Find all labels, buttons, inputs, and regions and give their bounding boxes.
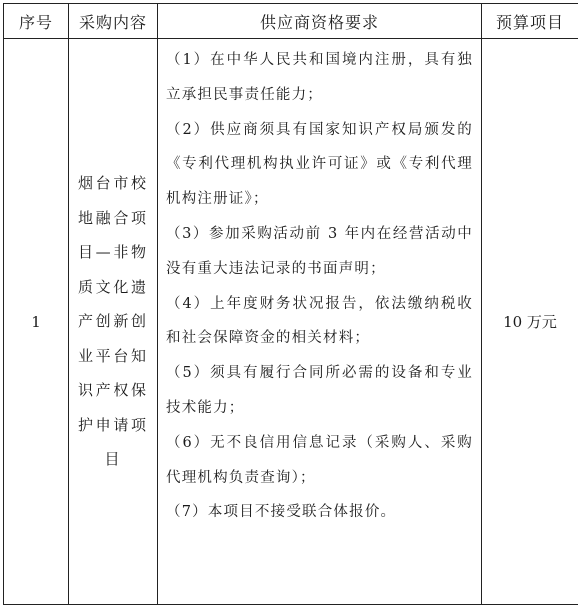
procurement-table — [3, 3, 578, 605]
header-budget: 预算项目 — [482, 4, 578, 39]
header-seq: 序号 — [4, 4, 69, 39]
header-requirements: 供应商资格要求 — [158, 4, 482, 39]
requirement-5: （5）须具有履行合同所必需的设备和专业技术能力； — [166, 365, 473, 416]
row-seq: 1 — [4, 39, 69, 605]
requirement-2: （2）供应商须具有国家知识产权局颁发的《专利代理机构执业许可证》或《专利代理机构注册证》； — [166, 121, 473, 208]
requirement-3: （3）参加采购活动前 3 年内在经营活动中没有重大违法记录的书面声明； — [166, 225, 473, 277]
table-row — [4, 39, 578, 605]
requirement-7: （7）本项目不接受联合体报价。 — [166, 504, 397, 521]
row-content: 烟台市校地融合项目—非物质文化遗产创新创业平台知识产权保护申请项目 — [78, 174, 148, 469]
requirement-1: （1）在中华人民共和国境内注册，具有独立承担民事责任能力； — [166, 52, 473, 103]
row-budget: 10 万元 — [482, 39, 578, 605]
header-content: 采购内容 — [69, 4, 158, 39]
row-content-cell — [69, 39, 158, 605]
row-requirements — [158, 39, 482, 605]
requirement-4: （4）上年度财务状况报告，依法缴纳税收和社会保障资金的相关材料； — [166, 295, 473, 347]
header-row — [4, 4, 578, 39]
requirement-6: （6）无不良信用信息记录（采购人、采购代理机构负责查询）； — [166, 434, 473, 486]
